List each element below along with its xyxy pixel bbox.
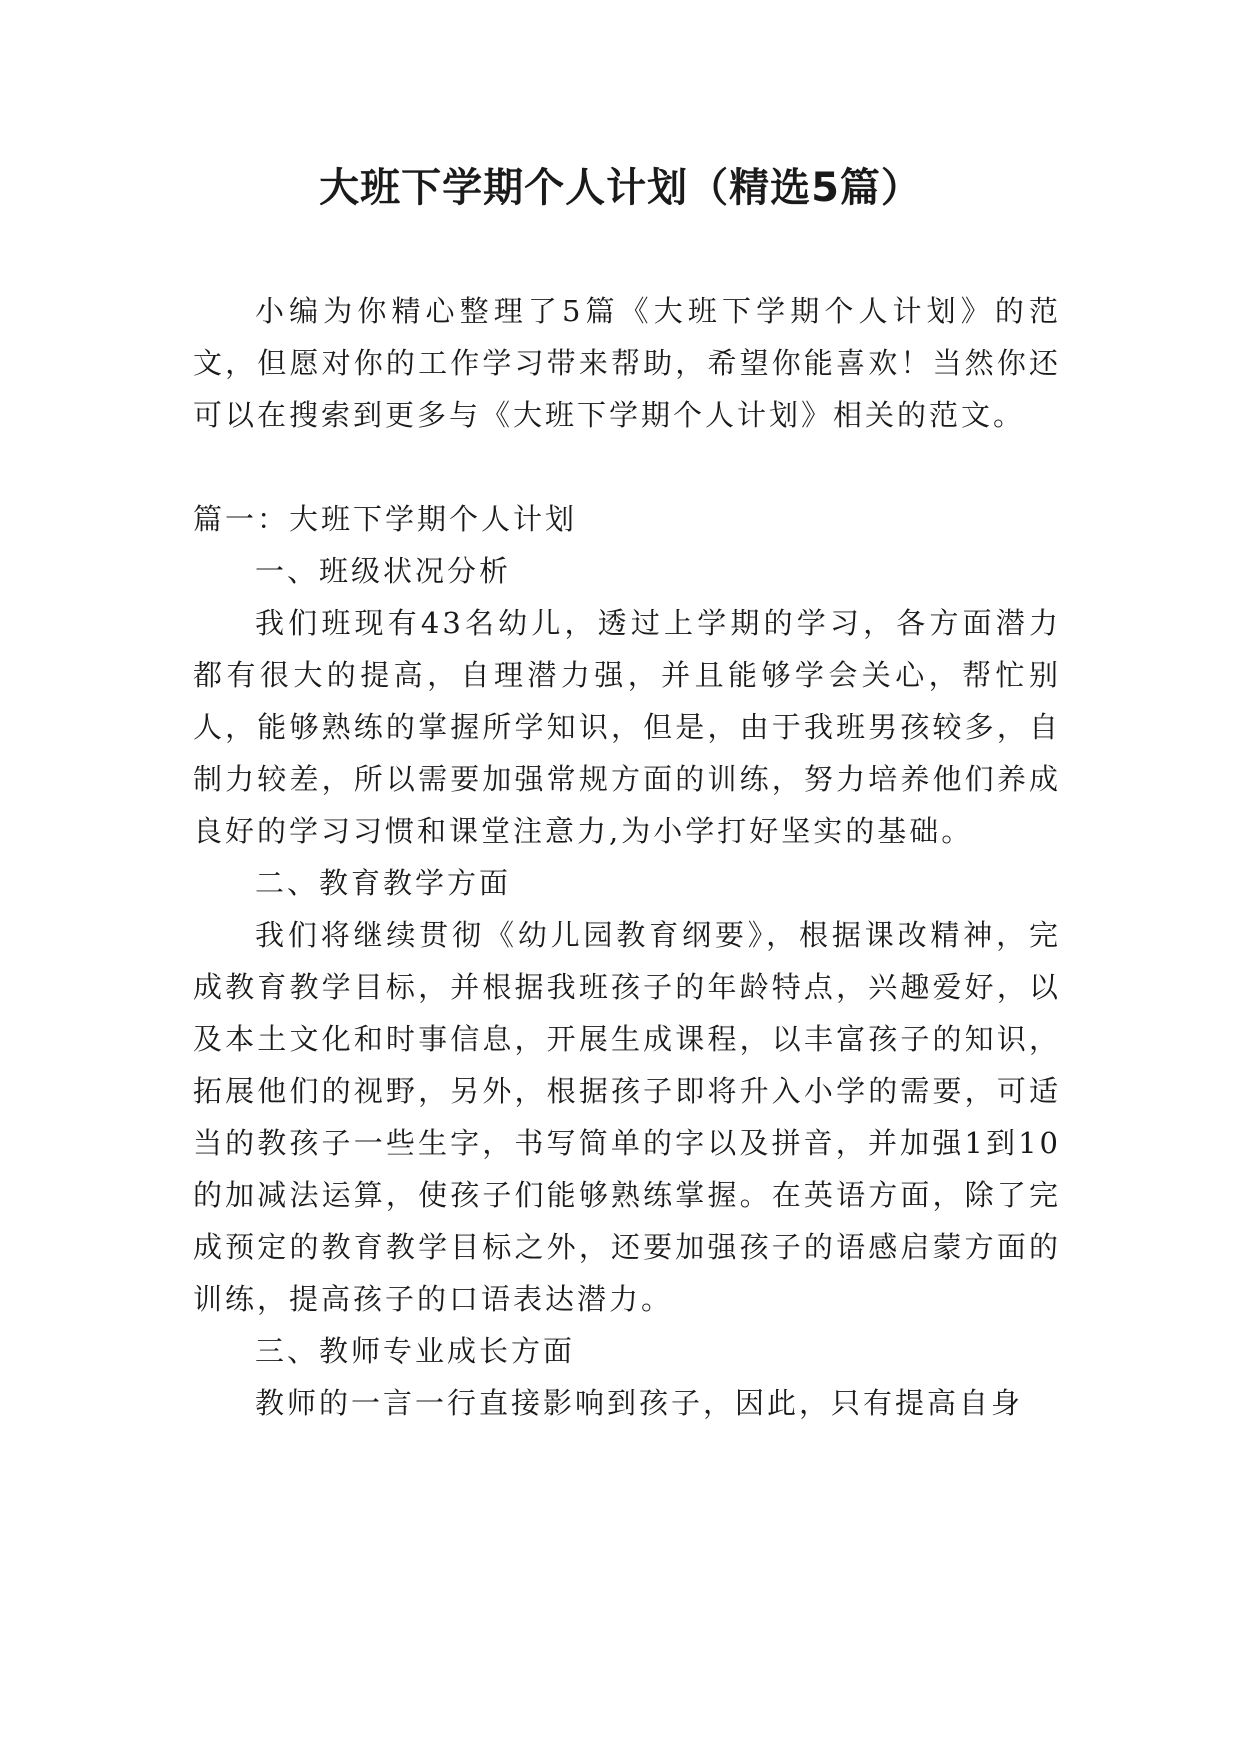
section-paragraph: 我们将继续贯彻《幼儿园教育纲要》，根据课改精神，完成教育教学目标，并根据我班孩子的年龄特点，兴趣爱好，以及本土文化和时事信息，开展生成课程，以丰富孩子的知识，拓展他们的视野，另外，根据孩子即将升入小学的需要，可适当的教孩子一些生字，书写简单的字以及拼音，并加强1到10的加减法运算，使孩子们能够熟练掌握。在英语方面，除了完成预定的教育教学目标之外，还要加强孩子的语感启蒙方面的训练，提高孩子的口语表达潜力。: [193, 918, 1061, 1316]
article-heading: 篇一：大班下学期个人计划: [193, 502, 578, 536]
document-title: 大班下学期个人计划（精选5篇）: [319, 165, 922, 211]
section-heading: 一、班级状况分析: [255, 554, 512, 588]
section-paragraph: 我们班现有43名幼儿，透过上学期的学习，各方面潜力都有很大的提高，自理潜力强，并且能够学会关心，帮忙别人，能够熟练的掌握所学知识，但是，由于我班男孩较多，自制力较差，所以需要加强常规方面的训练，努力培养他们养成良好的学习习惯和课堂注意力,为小学打好坚实的基础。: [193, 606, 1061, 848]
section-heading: 二、教育教学方面: [255, 866, 512, 900]
section-heading: 三、教师专业成长方面: [255, 1334, 576, 1368]
intro-paragraph: 小编为你精心整理了5篇《大班下学期个人计划》的范文，但愿对你的工作学习带来帮助，希望你能喜欢！当然你还可以在搜索到更多与《大班下学期个人计划》相关的范文。: [193, 294, 1061, 432]
document-body: [193, 285, 1061, 1429]
section-paragraph: 教师的一言一行直接影响到孩子，因此，只有提高自身: [255, 1386, 1024, 1420]
